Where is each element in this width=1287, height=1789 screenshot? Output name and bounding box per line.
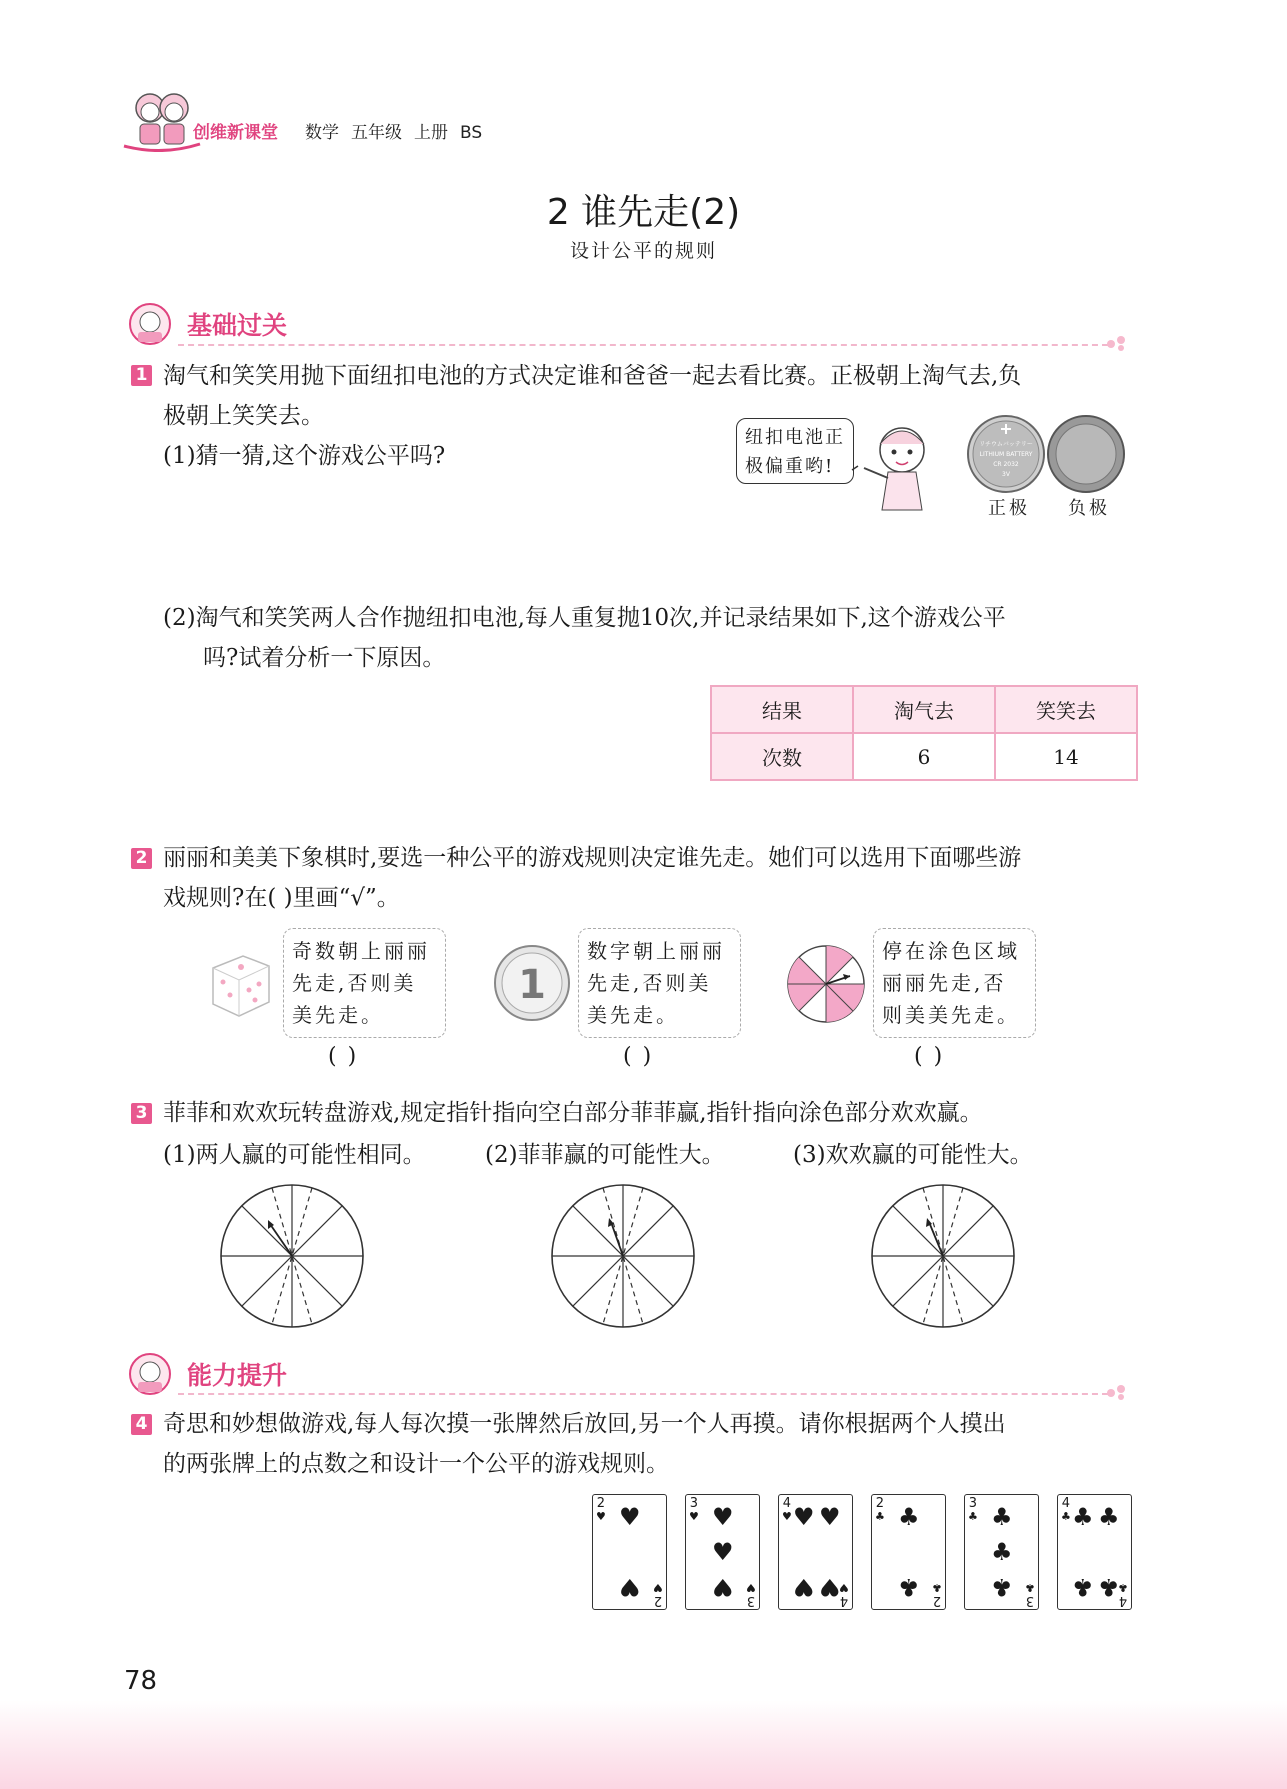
heart-icon: ♥ (712, 1538, 734, 1566)
playing-card (778, 1494, 853, 1610)
rule-line: 美先走。 (587, 1003, 679, 1027)
rule-option-1 (283, 928, 446, 1038)
card-rank: 2 (653, 1593, 663, 1608)
playing-card (871, 1494, 946, 1610)
heart-icon: ♥ (819, 1573, 841, 1601)
q4-text (163, 1404, 1143, 1484)
rule-line: 数字朝上丽丽 (587, 939, 725, 963)
coin-icon (493, 944, 571, 1022)
heart-icon: ♥ (653, 1581, 663, 1594)
rule-option-2 (578, 928, 741, 1038)
club-icon: ♣ (898, 1503, 920, 1531)
heart-icon: ♥ (819, 1503, 841, 1531)
playing-cards (592, 1494, 1132, 1610)
hint-line1: 纽扣电池正 (745, 427, 845, 448)
answer-blank-1[interactable]: ( ) (328, 1044, 359, 1069)
table-cell: 14 (995, 733, 1137, 780)
q1-part2-line2: 吗?试着分析一下原因。 (203, 645, 446, 671)
club-icon: ♣ (1098, 1573, 1120, 1601)
heart-icon: ♥ (689, 1510, 699, 1523)
club-icon: ♣ (1072, 1573, 1094, 1601)
answer-blank-3[interactable]: ( ) (914, 1044, 945, 1069)
section-divider (178, 344, 1108, 346)
playing-card (592, 1494, 667, 1610)
card-rank: 4 (839, 1593, 849, 1608)
card-rank: 4 (1118, 1593, 1128, 1608)
table-header-cell: 淘气去 (853, 686, 995, 733)
q2-text (163, 838, 1143, 918)
card-rank: 2 (875, 1496, 885, 1511)
playing-card (964, 1494, 1039, 1610)
q1-part1: (1)猜一猜,这个游戏公平吗? (163, 443, 446, 469)
club-icon: ♣ (1025, 1581, 1035, 1594)
answer-blank-2[interactable]: ( ) (623, 1044, 654, 1069)
playing-card (685, 1494, 760, 1610)
card-rank: 4 (782, 1496, 792, 1511)
club-icon: ♣ (968, 1510, 978, 1523)
edition: BS (460, 123, 483, 143)
section-advanced-title: 能力提升 (187, 1361, 288, 1390)
section-basic-title: 基础过关 (187, 311, 288, 340)
rule-line: 停在涂色区域 (882, 939, 1020, 963)
q1-part2-line1: (2)淘气和笑笑两人合作抛纽扣电池,每人重复抛10次,并记录结果如下,这个游戏公平 (163, 605, 1006, 631)
rule-line: 先走,否则美 (292, 971, 417, 995)
q3-part2: (2)菲菲赢的可能性大。 (485, 1142, 725, 1168)
club-icon: ♣ (875, 1510, 885, 1523)
blank-spinner-3[interactable] (869, 1182, 1017, 1330)
positive-label: 正极 (988, 498, 1030, 519)
club-icon: ♣ (1118, 1581, 1128, 1594)
club-icon: ♣ (898, 1573, 920, 1601)
table-header-cell: 笑笑去 (995, 686, 1137, 733)
button-batteries (966, 414, 1126, 498)
spinner-icon (786, 944, 866, 1024)
q1-line1: 淘气和笑笑用抛下面纽扣电池的方式决定谁和爸爸一起去看比赛。正极朝上淘气去,负 (163, 363, 1022, 389)
heart-icon: ♥ (839, 1581, 849, 1594)
heart-icon: ♥ (746, 1581, 756, 1594)
card-rank: 2 (932, 1593, 942, 1608)
rule-line: 先走,否则美 (587, 971, 712, 995)
card-rank: 3 (968, 1496, 978, 1511)
playing-card (1057, 1494, 1132, 1610)
heart-icon: ♥ (712, 1503, 734, 1531)
negative-label: 负极 (1068, 498, 1110, 519)
heart-icon: ♥ (782, 1510, 792, 1523)
q3-part1: (1)两人赢的可能性相同。 (163, 1142, 426, 1168)
card-rank: 2 (596, 1496, 606, 1511)
q4-line1: 奇思和妙想做游戏,每人每次摸一张牌然后放回,另一个人再摸。请你根据两个人摸出 (163, 1411, 1006, 1437)
hint-speech-bubble (736, 418, 854, 484)
battery-positive-icon (968, 416, 1044, 492)
grade: 五年级 (351, 123, 402, 143)
heart-icon: ♥ (596, 1510, 606, 1523)
q3-line1: 菲菲和欢欢玩转盘游戏,规定指针指向空白部分菲菲赢,指针指向涂色部分欢欢赢。 (163, 1100, 983, 1126)
rule-line: 丽丽先走,否 (882, 971, 1007, 995)
card-rank: 3 (1025, 1593, 1035, 1608)
section-mascot-icon (128, 302, 172, 346)
club-icon: ♣ (932, 1581, 942, 1594)
dice-icon (205, 950, 275, 1020)
club-icon: ♣ (991, 1538, 1013, 1566)
rule-line: 美先走。 (292, 1003, 384, 1027)
page-number: 78 (124, 1666, 158, 1696)
table-row (711, 733, 1137, 780)
battery-text-1: リチウムバッテリー (979, 441, 1033, 448)
club-icon: ♣ (991, 1503, 1013, 1531)
term: 上册 (414, 123, 448, 143)
q4-line2: 的两张牌上的点数之和设计一个公平的游戏规则。 (163, 1451, 669, 1477)
section-mascot-icon (128, 1352, 172, 1396)
heart-icon: ♥ (793, 1573, 815, 1601)
heart-icon: ♥ (712, 1573, 734, 1601)
table-cell: 6 (853, 733, 995, 780)
heart-icon: ♥ (619, 1573, 641, 1601)
table-row-label: 次数 (711, 733, 853, 780)
card-rank: 4 (1061, 1496, 1071, 1511)
kids-mascot-logo (122, 86, 202, 152)
question-number-2: 2 (131, 848, 152, 869)
table-header-cell: 结果 (711, 686, 853, 733)
girl-character-icon (850, 412, 950, 512)
decor-dots-icon (1105, 1383, 1129, 1403)
battery-text-4: 3V (1002, 471, 1010, 478)
rule-option-3 (873, 928, 1036, 1038)
blank-spinner-2[interactable] (549, 1182, 697, 1330)
battery-text-3: CR 2032 (993, 461, 1019, 468)
question-number-3: 3 (131, 1103, 152, 1124)
heart-icon: ♥ (793, 1503, 815, 1531)
heart-icon: ♥ (619, 1503, 641, 1531)
section-divider (178, 1393, 1108, 1395)
q3-part3: (3)欢欢赢的可能性大。 (793, 1142, 1033, 1168)
book-info (305, 118, 494, 143)
subject: 数学 (305, 123, 339, 143)
lesson-subtitle: 设计公平的规则 (569, 240, 717, 262)
battery-text-2: LITHIUM BATTERY (979, 451, 1033, 458)
lesson-title: 2 谁先走(2) (546, 192, 741, 233)
battery-negative-icon (1048, 416, 1124, 492)
table-header-row (711, 686, 1137, 733)
rule-line: 则美美先走。 (882, 1003, 1020, 1027)
q2-line2: 戏规则?在( )里画“√”。 (163, 885, 400, 911)
q1-line2: 极朝上笑笑去。 (163, 403, 324, 429)
results-table (710, 685, 1138, 781)
q2-line1: 丽丽和美美下象棋时,要选一种公平的游戏规则决定谁先走。她们可以选用下面哪些游 (163, 845, 1022, 871)
club-icon: ♣ (991, 1573, 1013, 1601)
card-rank: 3 (746, 1593, 756, 1608)
rule-line: 奇数朝上丽丽 (292, 939, 430, 963)
club-icon: ♣ (1072, 1503, 1094, 1531)
decor-dots-icon (1105, 334, 1129, 354)
hint-line2: 极偏重哟! (745, 456, 835, 477)
card-rank: 3 (689, 1496, 699, 1511)
club-icon: ♣ (1061, 1510, 1071, 1523)
club-icon: ♣ (1098, 1503, 1120, 1531)
blank-spinner-1[interactable] (218, 1182, 366, 1330)
bottom-band (0, 1700, 1287, 1789)
q1-part2 (163, 598, 1143, 678)
brand-name: 创维新课堂 (193, 123, 278, 143)
question-number-4: 4 (131, 1414, 152, 1435)
question-number-1: 1 (131, 365, 152, 386)
coin-digit: 1 (518, 962, 546, 1008)
